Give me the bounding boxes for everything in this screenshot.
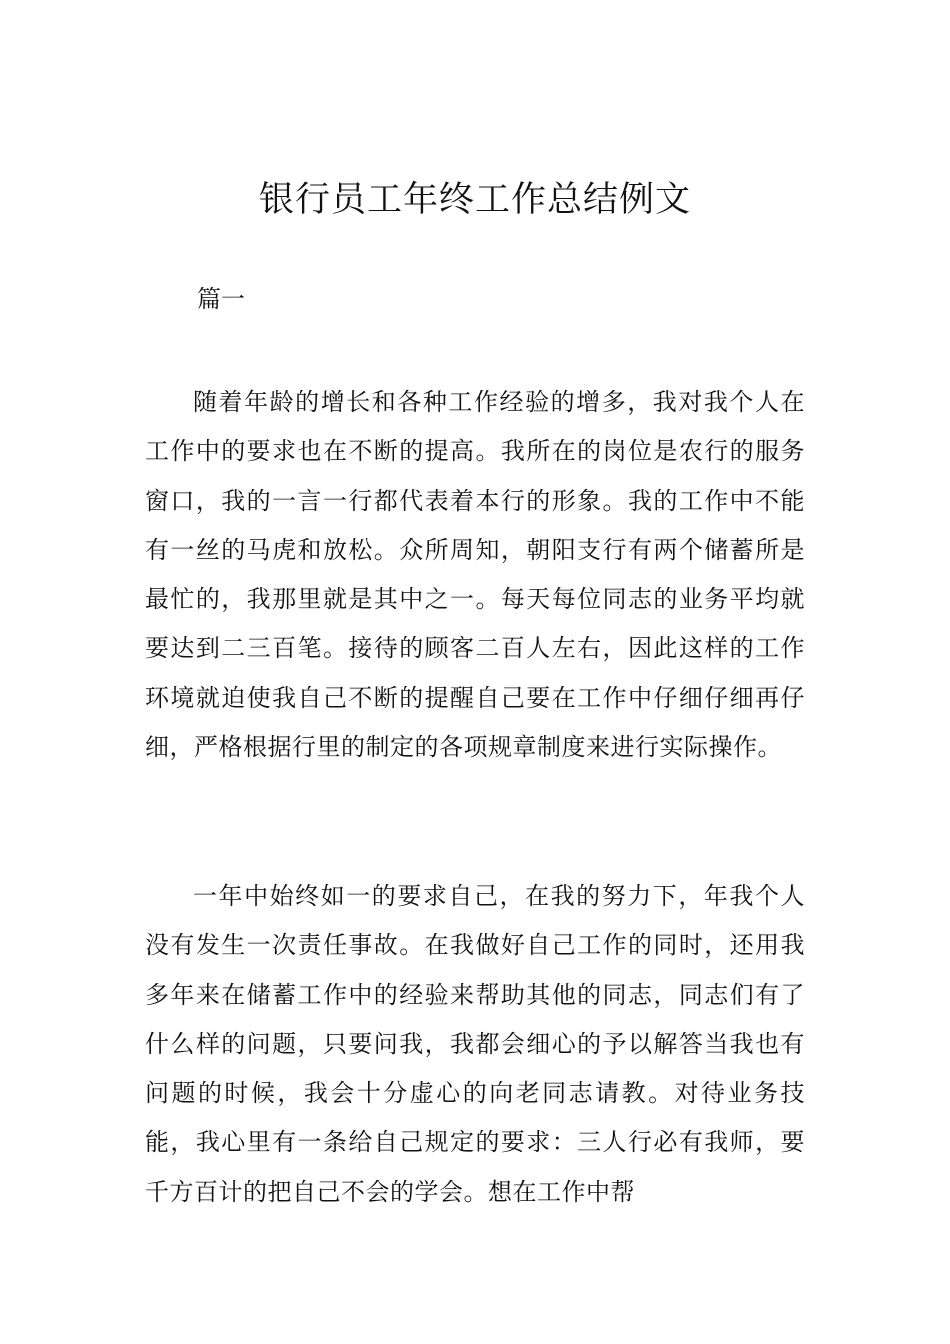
document-title: 银行员工年终工作总结例文 xyxy=(258,180,691,220)
section-label: 篇一 xyxy=(197,285,245,313)
body-paragraph-1: 随着年龄的增长和各种工作经验的增多，我对我个人在工作中的要求也在不断的提高。我所在的岗位是农行的服务窗口，我的一言一行都代表着本行的形象。我的工作中不能有一丝的马虎和放松。众所周知，朝阳支行有两个储蓄所是最忙的，我那里就是其中之一。每天每位同志的业务平均就要达到二三百笔。接待的顾客二百人左右，因此这样的工作环境就迫使我自己不断的提醒自己要在工作中仔细仔细再仔细，严格根据行里的制定的各项规章制度来进行实际操作。 xyxy=(145,388,805,762)
body-paragraph-2: 一年中始终如一的要求自己，在我的努力下，年我个人没有发生一次责任事故。在我做好自己工作的同时，还用我多年来在储蓄工作中的经验来帮助其他的同志，同志们有了什么样的问题，只要问我，我都会细心的予以解答当我也有问题的时候，我会十分虚心的向老同志请教。对待业务技能，我心里有一条给自己规定的要求：三人行必有我师，要千方百计的把自己不会的学会。想在工作中帮 xyxy=(145,882,805,1206)
